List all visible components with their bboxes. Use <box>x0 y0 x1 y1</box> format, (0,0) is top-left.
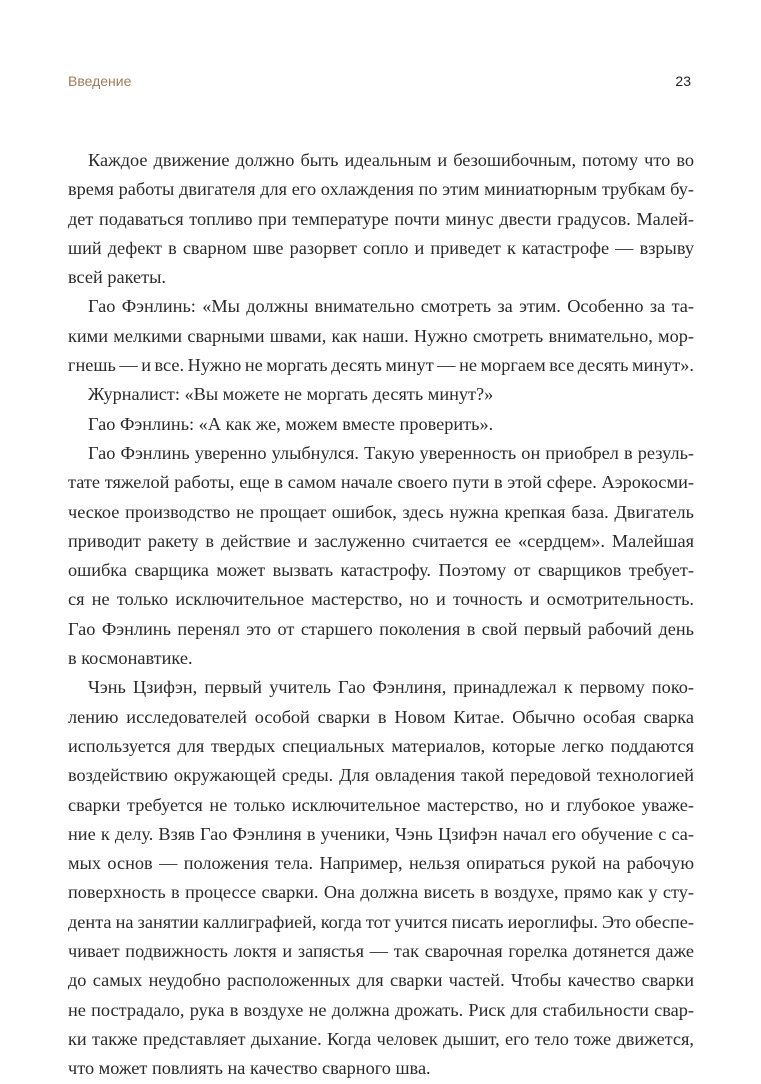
text-line: кими мелкими сварными швами, как наши. Нужно смотреть внимательно, мор- <box>68 325 694 346</box>
text-line: чивает подвижность локтя и запястья — так сварочная горелка дотянется даже <box>68 941 694 962</box>
text-line: ся не только исключительное мастерство, но и точность и осмотрительность. <box>68 589 694 610</box>
text-line: что может повлиять на качество сварного шва. <box>68 1058 431 1079</box>
text-line: в космонавтике. <box>68 648 193 669</box>
paragraph <box>68 292 694 380</box>
text-line: мых основ — положения тела. Например, нельзя опираться рукой на рабочую <box>68 853 694 874</box>
text-line: время работы двигателя для его охлаждения по этим миниатюрным трубкам бу- <box>68 179 694 200</box>
text-line: Гао Фэнлинь перенял это от старшего поколения в свой первый рабочий день <box>68 618 694 639</box>
paragraph <box>68 146 694 292</box>
text-line: всей ракеты. <box>68 267 166 288</box>
text-line: гнешь — и все. Нужно не моргать десять минут — не моргаем все десять минут». <box>68 355 694 376</box>
text-line: ки также представляет дыхание. Когда человек дышит, его тело тоже движется, <box>68 1028 694 1049</box>
text-line: используется для твердых специальных материалов, которые легко поддаются <box>68 735 694 756</box>
paragraph <box>68 410 694 439</box>
text-line: ший дефект в сварном шве разорвет сопло и приведет к катастрофе — взрыву <box>68 237 694 258</box>
text-line: приводит ракету в действие и заслуженно считается ее «сердцем». Малейшая <box>68 530 694 551</box>
text-line: ошибка сварщика может вызвать катастрофу. Поэтому от сварщиков требует- <box>68 560 694 581</box>
text-line: сварки требуется не только исключительное мастерство, но и глубокое уваже- <box>68 794 694 815</box>
running-header-section: Введение <box>68 73 132 89</box>
text-line: Гао Фэнлинь: «А как же, можем вместе проверить». <box>88 413 494 434</box>
text-line: Каждое движение должно быть идеальным и безошибочным, потому что во <box>88 150 694 170</box>
text-line: воздействию окружающей среды. Для овладения такой передовой технологией <box>68 765 694 786</box>
text-line: ние к делу. Взяв Гао Фэнлиня в ученики, Чэнь Цзифэн начал его обучение с са- <box>68 823 694 844</box>
text-line: Гао Фэнлинь: «Мы должны внимательно смотреть за этим. Особенно за та- <box>88 296 694 317</box>
text-line: Гао Фэнлинь уверенно улыбнулся. Такую уверенность он приобрел в резуль- <box>88 442 694 463</box>
text-line: Чэнь Цзифэн, первый учитель Гао Фэнлиня, принадлежал к первому поко- <box>88 677 694 698</box>
paragraph <box>68 673 694 1083</box>
paragraph <box>68 380 694 409</box>
body-text <box>68 146 694 1084</box>
text-line: ческое производство не прощает ошибок, здесь нужна крепкая база. Двигатель <box>68 501 694 522</box>
text-line: поверхность в процессе сварки. Она должна висеть в воздухе, прямо как у сту- <box>68 882 694 903</box>
page-number: 23 <box>675 73 691 89</box>
text-line: дет подаваться топливо при температуре почти минус двести градусов. Малей- <box>68 208 694 229</box>
paragraph <box>68 439 694 673</box>
text-line: лению исследователей особой сварки в Новом Китае. Обычно особая сварка <box>68 706 694 727</box>
text-line: тате тяжелой работы, еще в самом начале своего пути в этой сфере. Аэрокосми- <box>68 472 694 493</box>
text-line: дента на занятии каллиграфией, когда тот учится писать иероглифы. Это обеспе- <box>68 911 694 932</box>
text-line: не пострадало, рука в воздухе не должна дрожать. Риск для стабильности свар- <box>68 999 694 1020</box>
text-line: до самых неудобно расположенных для сварки частей. Чтобы качество сварки <box>68 970 694 991</box>
text-line: Журналист: «Вы можете не моргать десять минут?» <box>88 384 494 405</box>
